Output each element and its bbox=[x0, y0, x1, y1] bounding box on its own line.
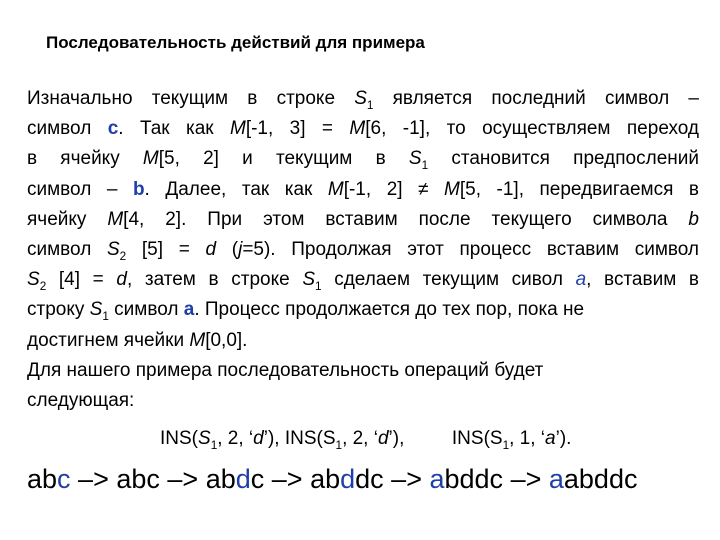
text-line: строку $S_1$ символ a. Процесс продолжается до тех пор, пока не bbox=[27, 299, 585, 324]
text-line: $S_2$ [4] = d, затем в строке $S_1$ сделаем текущим сивол a, вставим в bbox=[27, 269, 700, 294]
arrow: –> bbox=[383, 464, 430, 494]
operation-3: $INS(S_1$, 1, ‘a’). bbox=[451, 428, 572, 452]
operations-line bbox=[160, 428, 571, 450]
arrow: –> bbox=[264, 464, 311, 494]
slide-title: Последовательность действий для примера bbox=[46, 33, 425, 52]
text-line: символ c. Так как M[-1, 3] = M[6, -1], то осуществляем переход bbox=[27, 118, 699, 140]
string-step-6: aabddc bbox=[548, 464, 638, 494]
text-line: символ $S_2$ [5] = d (j=5). Продолжая этот процесс вставим символ bbox=[27, 239, 700, 263]
text-line: в ячейку M[5, 2] и текущим в $S_1$ становится предпослений bbox=[27, 148, 699, 173]
text-line: Изначально текущим в строке $S_1$ является последний символ – bbox=[27, 88, 699, 112]
arrow: –> bbox=[70, 464, 117, 494]
text-line: символ – b. Далее, так как M[-1, 2] ≠ M[5, -1], передвигаемся в bbox=[27, 178, 699, 200]
string-step-5: abddc bbox=[429, 464, 504, 494]
string-step-3: abdc bbox=[205, 464, 265, 494]
text-line: следующая: bbox=[27, 390, 135, 412]
transformation-sequence bbox=[27, 464, 637, 495]
text-line: Для нашего примера последовательность операций будет bbox=[27, 359, 544, 381]
operation-1: $INS(S_1$, 2, ‘d’), bbox=[160, 428, 285, 452]
string-step-1: abc bbox=[27, 464, 71, 494]
operation-2: $INS(S_1$, 2, ‘d’), bbox=[284, 428, 405, 452]
explanation-paragraph bbox=[27, 84, 699, 416]
string-step-2: abc bbox=[116, 464, 160, 494]
text-line: ячейку M[4, 2]. При этом вставим после текущего символа b bbox=[27, 208, 699, 230]
arrow: –> bbox=[159, 464, 206, 494]
text-line: достигнем ячейки M[0,0]. bbox=[27, 329, 248, 351]
arrow: –> bbox=[503, 464, 549, 494]
string-step-4: abddc bbox=[310, 464, 384, 494]
